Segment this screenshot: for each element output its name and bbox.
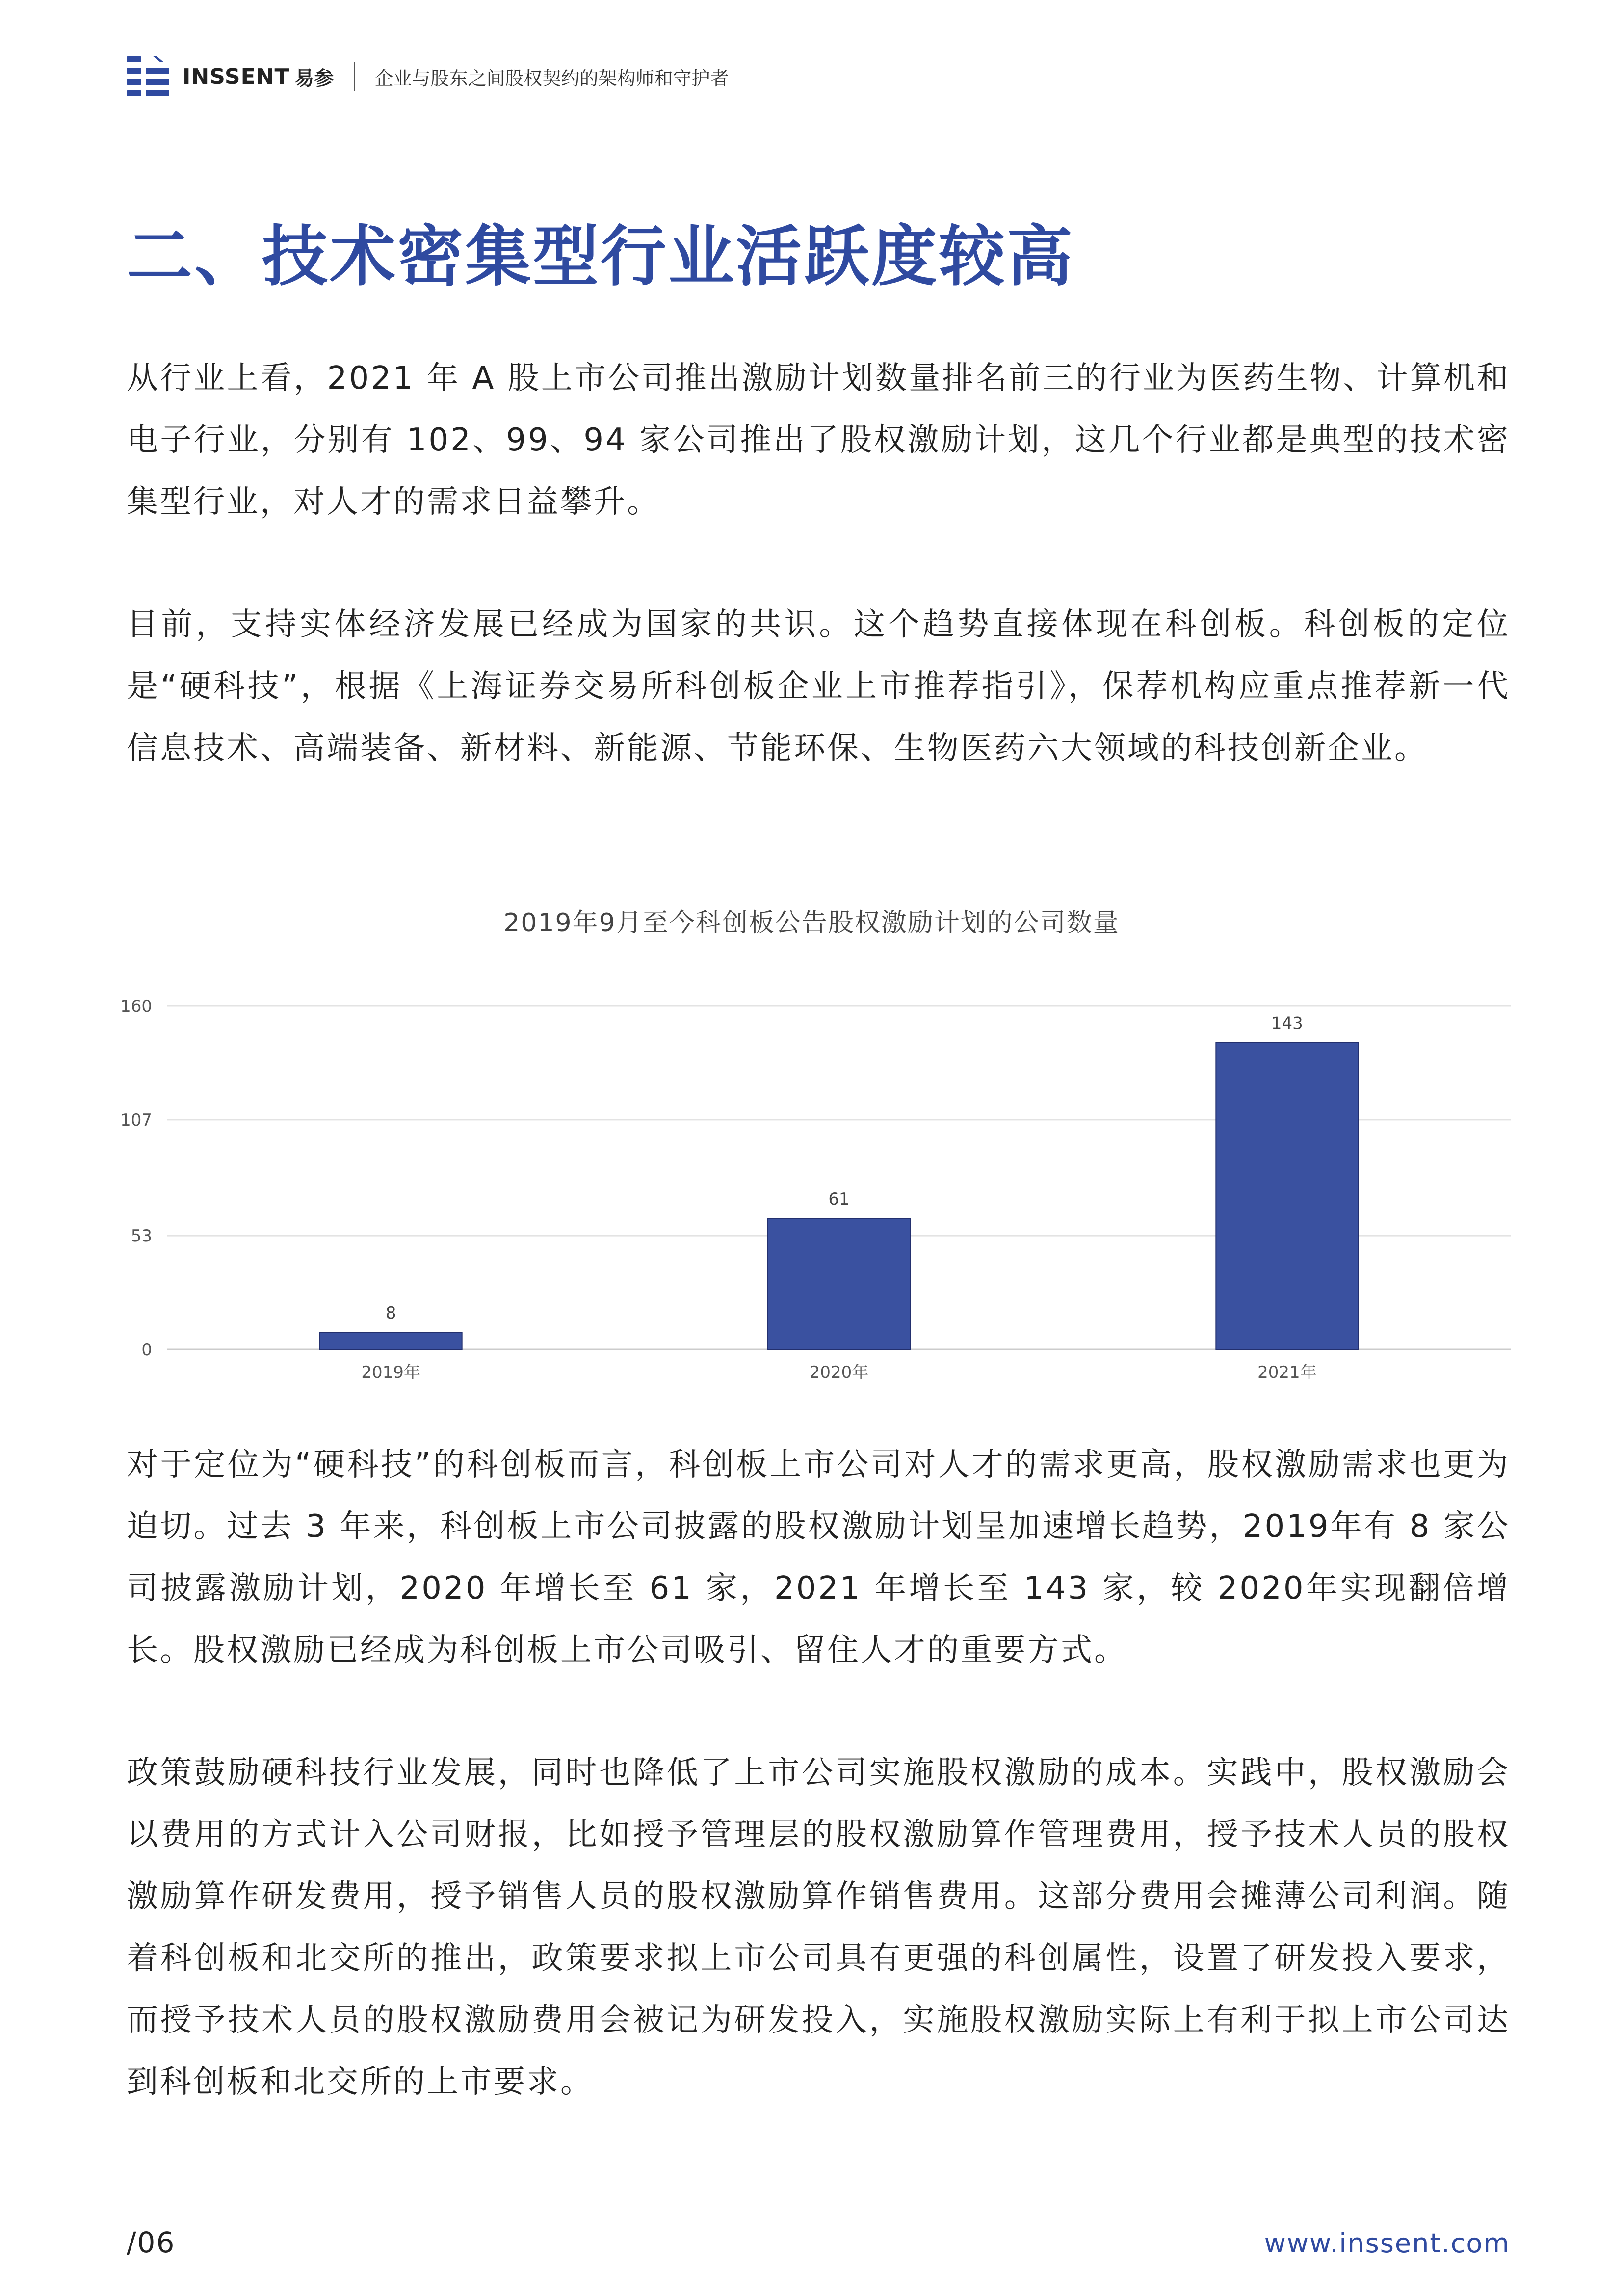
paragraph-industry: 从行业上看，2021 年 A 股上市公司推出激励计划数量排名前三的行业为医药生物、计算机和电子行业，分别有 102、99、94 家公司推出了股权激励计划，这几个行业都是典型的技术密集型行业，对人才的需求日益攀升。	[127, 360, 1510, 520]
x-tick-label: 2021年	[1257, 1363, 1317, 1382]
inssent-logo-icon	[127, 56, 169, 97]
y-tick-label: 107	[120, 1110, 152, 1130]
page-header	[127, 53, 1500, 100]
bar	[768, 1218, 910, 1349]
page-number: /06	[127, 2226, 176, 2259]
paragraph-star-market: 目前，支持实体经济发展已经成为国家的共识。这个趋势直接体现在科创板。科创板的定位是“硬科技”，根据《上海证券交易所科创板企业上市推荐指引》，保荐机构应重点推荐新一代信息技术、高端装备、新材料、新能源、节能环保、生物医药六大领域的科技创新企业。	[127, 607, 1510, 766]
x-tick-label: 2019年	[361, 1363, 420, 1382]
section-title: 二、技术密集型行业活跃度较高	[127, 218, 1075, 295]
paragraph-policy: 政策鼓励硬科技行业发展，同时也降低了上市公司实施股权激励的成本。实践中，股权激励会以费用的方式计入公司财报，比如授予管理层的股权激励算作管理费用，授予技术人员的股权激励算作研发费用，授予销售人员的股权激励算作销售费用。这部分费用会摊薄公司利润。随着科创板和北交所的推出，政策要求拟上市公司具有更强的科创属性，设置了研发投入要求，而授予技术人员的股权激励费用会被记为研发投入，实施股权激励实际上有利于拟上市公司达到科创板和北交所的上市要求。	[127, 1755, 1510, 2100]
x-tick-label: 2020年	[809, 1363, 869, 1382]
brand-name: INSSENT	[183, 64, 290, 89]
website-link[interactable]: www.inssent.com	[1264, 2228, 1510, 2259]
brand-name-cn: 易参	[294, 67, 334, 90]
header-divider	[354, 62, 355, 91]
bar-chart	[108, 976, 1521, 1399]
y-tick-label: 160	[120, 997, 152, 1016]
data-label: 143	[1271, 1013, 1303, 1033]
bar	[320, 1332, 462, 1349]
bar	[1216, 1042, 1358, 1349]
brand-tagline: 企业与股东之间股权契约的架构师和守护者	[374, 67, 729, 89]
chart-title: 2019年9月至今科创板公告股权激励计划的公司数量	[503, 908, 1120, 938]
paragraph-growth: 对于定位为“硬科技”的科创板而言，科创板上市公司对人才的需求更高，股权激励需求也更为迫切。过去 3 年来，科创板上市公司披露的股权激励计划呈加速增长趋势，2019年有 8 家公司披露激励计划，2020 年增长至 61 家，2021 年增长至 143 家，较 2020年实现翻倍增长。股权激励已经成为科创板上市公司吸引、留住人才的重要方式。	[127, 1447, 1510, 1668]
data-label: 61	[828, 1189, 850, 1210]
y-tick-label: 0	[141, 1340, 152, 1360]
y-tick-label: 53	[131, 1226, 152, 1246]
data-label: 8	[385, 1303, 396, 1323]
